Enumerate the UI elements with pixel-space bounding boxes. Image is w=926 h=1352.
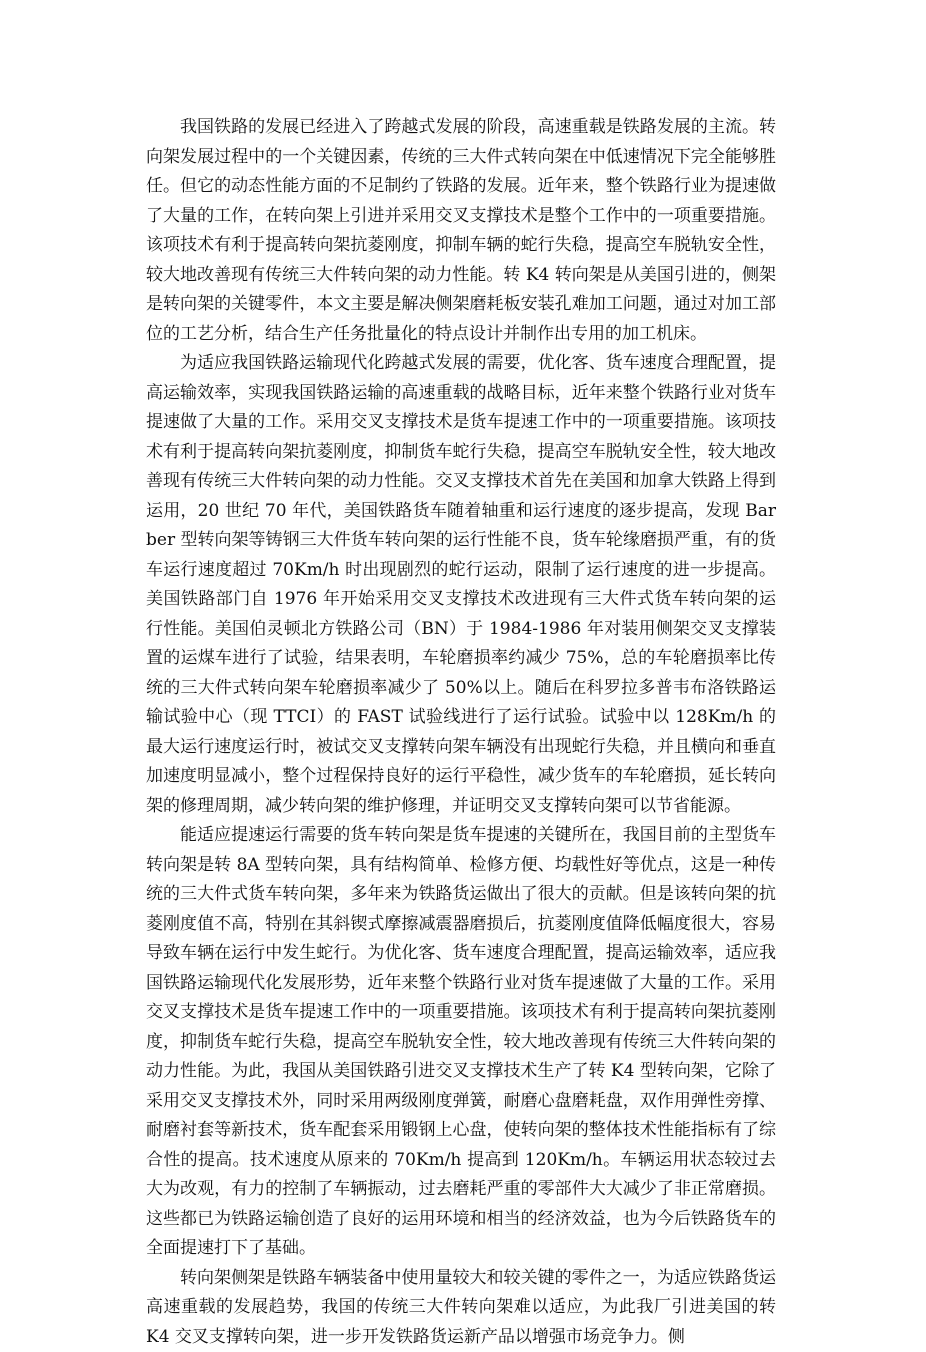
paragraph-1: 我国铁路的发展已经进入了跨越式发展的阶段，高速重载是铁路发展的主流。转向架发展过程中的一个关键因素，传统的三大件式转向架在中低速情况下完全能够胜任。但它的动态性能方面的不足制约了铁路的发展。近年来，整个铁路行业为提速做了大量的工作，在转向架上引进并采用交叉支撑技术是整个工作中的一项重要措施。该项技术有利于提高转向架抗菱刚度，抑制车辆的蛇行失稳，提高空车脱轨安全性，较大地改善现有传统三大件转向架的动力性能。转 K4 转向架是从美国引进的，侧架是转向架的关键零件，本文主要是解决侧架磨耗板安装孔难加工问题，通过对加工部位的工艺分析，结合生产任务批量化的特点设计并制作出专用的加工机床。 [146,113,776,349]
paragraph-2: 为适应我国铁路运输现代化跨越式发展的需要，优化客、货车速度合理配置，提高运输效率，实现我国铁路运输的高速重载的战略目标，近年来整个铁路行业对货车提速做了大量的工作。采用交叉支撑技术是货车提速工作中的一项重要措施。该项技术有利于提高转向架抗菱刚度，抑制货车蛇行失稳，提高空车脱轨安全性，较大地改善现有传统三大件转向架的动力性能。交叉支撑技术首先在美国和加拿大铁路上得到运用，20 世纪 70 年代，美国铁路货车随着轴重和运行速度的逐步提高，发现 Barber 型转向架等铸钢三大件货车转向架的运行性能不良，货车轮缘磨损严重，有的货车运行速度超过 70Km/h 时出现剧烈的蛇行运动，限制了运行速度的进一步提高。美国铁路部门自 1976 年开始采用交叉支撑技术改进现有三大件式货车转向架的运行性能。美国伯灵顿北方铁路公司（BN）于 1984-1986 年对装用侧架交叉支撑装置的运煤车进行了试验，结果表明，车轮磨损率约减少 75%，总的车轮磨损率比传统的三大件式转向架车轮磨损率减少了 50%以上。随后在科罗拉多普韦布洛铁路运输试验中心（现 TTCI）的 FAST 试验线进行了运行试验。试验中以 128Km/h 的最大运行速度运行时，被试交叉支撑转向架车辆没有出现蛇行失稳，并且横向和垂直加速度明显减小，整个过程保持良好的运行平稳性，减少货车的车轮磨损，延长转向架的修理周期，减少转向架的维护修理，并证明交叉支撑转向架可以节省能源。 [146,349,776,821]
paragraph-4: 转向架侧架是铁路车辆装备中使用量较大和较关键的零件之一，为适应铁路货运高速重载的发展趋势，我国的传统三大件转向架难以适应，为此我厂引进美国的转 K4 交叉支撑转向架，进一步开发铁路货运新产品以增强市场竞争力。侧 [146,1264,776,1352]
paragraph-3: 能适应提速运行需要的货车转向架是货车提速的关键所在，我国目前的主型货车转向架是转 8A 型转向架，具有结构简单、检修方便、均载性好等优点，这是一种传统的三大件式货车转向架，多年来为铁路货运做出了很大的贡献。但是该转向架的抗菱刚度值不高，特别在其斜锲式摩擦减震器磨损后，抗菱刚度值降低幅度很大，容易导致车辆在运行中发生蛇行。为优化客、货车速度合理配置，提高运输效率，适应我国铁路运输现代化发展形势，近年来整个铁路行业对货车提速做了大量的工作。采用交叉支撑技术是货车提速工作中的一项重要措施。该项技术有利于提高转向架抗菱刚度，抑制货车蛇行失稳，提高空车脱轨安全性，较大地改善现有传统三大件转向架的动力性能。为此，我国从美国铁路引进交叉支撑技术生产了转 K4 型转向架，它除了采用交叉支撑技术外，同时采用两级刚度弹簧，耐磨心盘磨耗盘，双作用弹性旁撑、耐磨衬套等新技术，货车配套采用锻钢上心盘，使转向架的整体技术性能指标有了综合性的提高。技术速度从原来的 70Km/h 提高到 120Km/h。车辆运用状态较过去大为改观，有力的控制了车辆振动，过去磨耗严重的零部件大大减少了非正常磨损。这些都已为铁路运输创造了良好的运用环境和相当的经济效益，也为今后铁路货车的全面提速打下了基础。 [146,821,776,1264]
